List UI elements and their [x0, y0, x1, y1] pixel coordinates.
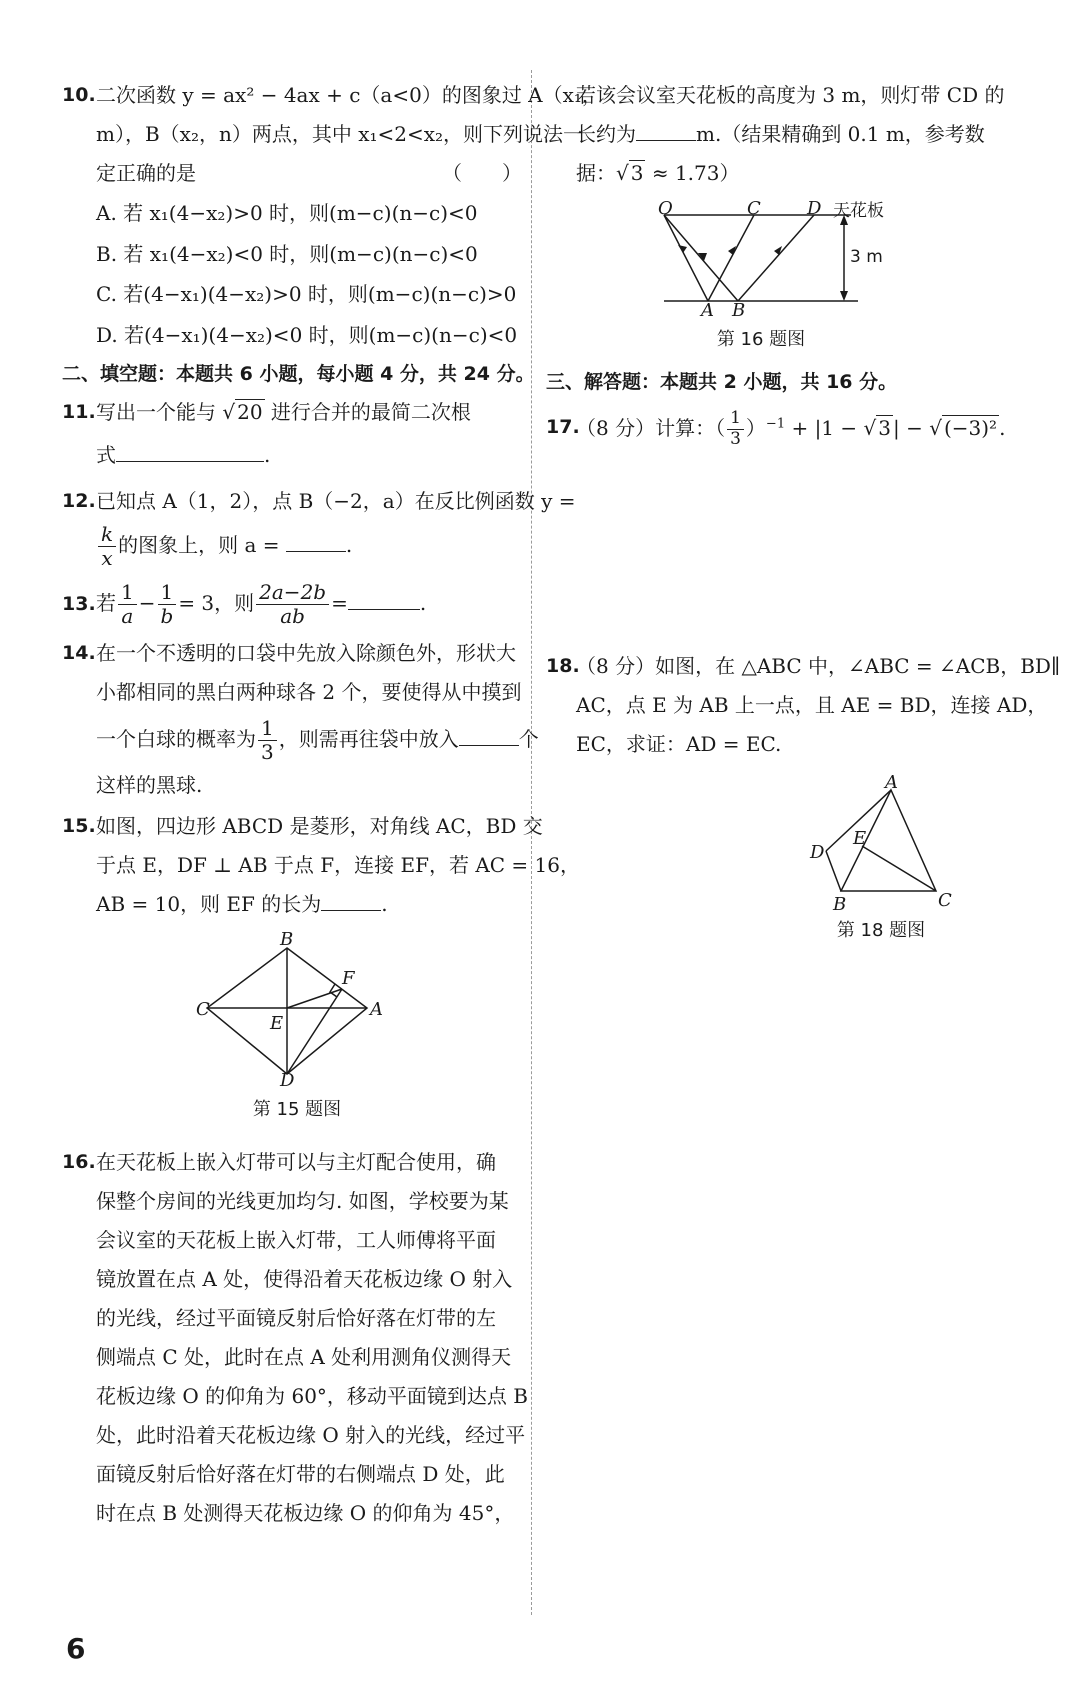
question-text: 小都相同的黑白两种球各 2 个，要使得从中摸到: [96, 680, 522, 705]
question-number: 11.: [62, 401, 96, 424]
label-c: C: [747, 198, 761, 219]
fraction-numerator: 1: [258, 717, 277, 741]
fraction-numerator: 2a−2b: [256, 581, 329, 605]
exponent: −1: [765, 416, 786, 432]
label-a: A: [370, 999, 383, 1021]
question-text: [96, 432, 522, 478]
question-text: （8 分）如图，在 △ABC 中，∠ABC = ∠ACB，BD∥: [576, 654, 1061, 678]
triangle-diagram: [806, 772, 966, 915]
question-text: 若该会议室天花板的高度为 3 m，则灯带 CD 的: [576, 83, 1005, 107]
question-text: EC，求证：AD = EC.: [576, 732, 782, 756]
label-ceiling: 天花板: [833, 201, 884, 221]
question-text: 二次函数 y = ax² − 4ax + c（a<0）的图象过 A（x₁，: [96, 83, 602, 107]
question-number: 18.: [546, 655, 580, 677]
question-10: [62, 76, 602, 193]
text-fragment: 的图象上，则 a =: [118, 533, 280, 558]
text-fragment: ，则需再往袋中放入: [278, 727, 459, 752]
question-text: 在一个不透明的口袋中先放入除颜色外，形状大: [96, 641, 516, 666]
fraction-denominator: 3: [730, 429, 741, 449]
answer-blank[interactable]: [636, 122, 696, 141]
radicand: 3: [630, 161, 644, 185]
question-text: [96, 521, 522, 570]
fraction-denominator: ab: [280, 604, 305, 629]
column-divider: [531, 70, 532, 1615]
label-e: E: [853, 828, 867, 849]
question-text: 写出一个能与 √ 20 进行合并的最简二次根: [96, 400, 471, 425]
label-c: C: [196, 999, 210, 1021]
radicand: (−3)²: [943, 416, 998, 440]
question-16: [62, 1143, 528, 1533]
text-fragment: 进行合并的最简二次根: [264, 400, 471, 425]
text-fragment: 据：: [576, 161, 616, 185]
label-b: B: [280, 929, 294, 951]
text-fragment: .: [999, 416, 1006, 440]
text-fragment: AB = 10，则 EF 的长为: [96, 892, 322, 917]
question-number: 12.: [62, 490, 96, 513]
page-number: 6: [66, 1632, 86, 1665]
question-11: [62, 393, 522, 478]
text-fragment: = 3，则: [178, 591, 255, 616]
text-fragment: 一个白球的概率为: [96, 727, 256, 752]
text-fragment: 个: [518, 727, 539, 752]
question-number: 15.: [62, 815, 96, 838]
question-18: [546, 647, 1061, 764]
fraction-denominator: a: [121, 604, 134, 629]
text-fragment: 长约为: [576, 122, 636, 146]
figure-caption: 第 18 题图: [836, 920, 926, 941]
answer-blank[interactable]: [459, 727, 519, 746]
figure-16: [646, 198, 926, 351]
label-a: A: [701, 300, 714, 321]
question-text: 侧端点 C 处，此时在点 A 处利用测角仪测得天: [96, 1345, 512, 1370]
fraction: [727, 409, 744, 449]
label-d: D: [280, 1070, 295, 1092]
question-text: [576, 115, 1016, 154]
radicand: 20: [237, 400, 263, 425]
ceiling-mirror-diagram: [646, 198, 926, 321]
question-text: 已知点 A（1，2），点 B（−2，a）在反比例函数 y =: [96, 489, 576, 514]
text-fragment: ）: [745, 416, 766, 440]
radicand: 3: [878, 416, 891, 440]
question-16-continued: [546, 76, 1016, 193]
question-text: 于点 E，DF ⊥ AB 于点 F，连接 EF，若 AC = 16，: [96, 853, 580, 878]
section-heading: 二、填空题：本题共 6 小题，每小题 4 分，共 24 分。: [62, 363, 535, 386]
text-fragment: .: [264, 443, 271, 468]
right-column: [546, 76, 1061, 942]
text-fragment: + |1 −: [785, 416, 864, 440]
question-text: [96, 885, 522, 924]
answer-blank[interactable]: [321, 892, 381, 911]
label-d: D: [810, 842, 825, 863]
text-fragment: 写出一个能与: [96, 400, 223, 425]
fraction-denominator: 3: [261, 740, 274, 765]
text-fragment: .: [381, 892, 388, 917]
fraction: [118, 581, 137, 628]
answer-paren: （ ）: [442, 161, 522, 185]
text-fragment: 式: [96, 443, 116, 468]
label-d: D: [807, 198, 822, 219]
question-17: [546, 405, 1016, 451]
fraction: [158, 581, 177, 628]
question-text: 这样的黑球.: [96, 773, 203, 798]
question-number: 10.: [62, 84, 96, 106]
question-text: [96, 154, 522, 193]
question-text: 如图，四边形 ABCD 是菱形，对角线 AC，BD 交: [96, 814, 543, 839]
question-number: 13.: [62, 593, 96, 616]
question-text: AC，点 E 为 AB 上一点，且 AE = BD，连接 AD，: [576, 693, 1048, 717]
fraction-denominator: x: [101, 546, 113, 571]
question-13: [62, 576, 522, 630]
option-a: A. 若 x₁(4−x₂)>0 时，则(m−c)(n−c)<0: [96, 201, 478, 225]
option-c: C. 若(4−x₁)(4−x₂)>0 时，则(m−c)(n−c)>0: [96, 282, 517, 307]
label-b: B: [732, 300, 746, 321]
label-c: C: [938, 890, 952, 911]
answer-blank[interactable]: [348, 591, 420, 610]
fraction-denominator: b: [160, 604, 174, 629]
text-fragment: −: [138, 591, 156, 616]
question-text: [96, 576, 522, 630]
fraction-numerator: 1: [118, 581, 137, 605]
answer-blank[interactable]: [116, 443, 264, 462]
question-number: 16.: [62, 1151, 96, 1174]
figure-caption: 第 15 题图: [252, 1099, 342, 1121]
fraction: [98, 523, 116, 570]
text-fragment: =: [331, 591, 348, 616]
label-b: B: [833, 894, 847, 915]
label-e: E: [270, 1013, 284, 1035]
label-o: O: [658, 198, 673, 219]
question-14: [62, 634, 539, 805]
label-f: F: [342, 968, 355, 990]
section-heading: 三、解答题：本题共 2 小题，共 16 分。: [546, 371, 898, 393]
label-a: A: [885, 772, 898, 793]
fraction-numerator: k: [98, 523, 116, 547]
question-number: 14.: [62, 642, 96, 665]
text-fragment: .: [345, 533, 353, 558]
question-text: 会议室的天花板上嵌入灯带，工人师傅将平面: [96, 1228, 496, 1253]
text-fragment: ≈ 1.73）: [645, 161, 740, 185]
question-12: [62, 482, 576, 571]
question-text: 镜放置在点 A 处，使得沿着天花板边缘 O 射入: [96, 1267, 513, 1292]
figure-caption: 第 16 题图: [716, 329, 806, 350]
rhombus-diagram: [196, 929, 402, 1092]
text-fragment: （8 分）计算：（: [576, 416, 726, 440]
fraction-numerator: 1: [158, 581, 177, 605]
figure-15: [196, 929, 402, 1121]
question-text: 处，此时沿着天花板边缘 O 射入的光线，经过平: [96, 1423, 526, 1448]
answer-blank[interactable]: [286, 533, 346, 552]
text-fragment: | −: [893, 416, 930, 440]
question-number: 17.: [546, 416, 580, 438]
fraction: [258, 717, 277, 764]
text-fragment: .: [419, 591, 427, 616]
question-text: m），B（x₂，n）两点，其中 x₁<2<x₂，则下列说法一: [96, 122, 584, 146]
text-fragment: m.（结果精确到 0.1 m，参考数: [696, 122, 985, 146]
question-text: 花板边缘 O 的仰角为 60°，移动平面镜到达点 B: [96, 1384, 528, 1409]
fraction-numerator: 1: [727, 409, 744, 430]
question-text: 保整个房间的光线更加均匀. 如图，学校要为某: [96, 1189, 509, 1214]
question-text: 据：√ 3 ≈ 1.73）: [576, 161, 740, 185]
question-text: 时在点 B 处测得天花板边缘 O 的仰角为 45°，: [96, 1501, 515, 1526]
label-height: 3 m: [850, 247, 883, 267]
fraction: [256, 581, 329, 628]
figure-18: [806, 772, 966, 942]
question-text: （8 分）计算：（ $\frac{1}{3}$ ）$^{-1}$ + |1 − √ 3 | − √ (−3)² .: [576, 408, 1006, 449]
question-text: [96, 712, 539, 766]
question-15: [62, 807, 580, 924]
question-text: 的光线，经过平面镜反射后恰好落在灯带的左: [96, 1306, 496, 1331]
question-text: 面镜反射后恰好落在灯带的右侧端点 D 处，此: [96, 1462, 505, 1487]
option-b: B. 若 x₁(4−x₂)<0 时，则(m−c)(n−c)<0: [96, 241, 478, 266]
text-fragment: 若: [96, 591, 116, 616]
option-d: D. 若(4−x₁)(4−x₂)<0 时，则(m−c)(n−c)<0: [96, 322, 518, 347]
question-text: 在天花板上嵌入灯带可以与主灯配合使用，确: [96, 1150, 496, 1175]
question-text-end: 定正确的是: [96, 161, 196, 185]
